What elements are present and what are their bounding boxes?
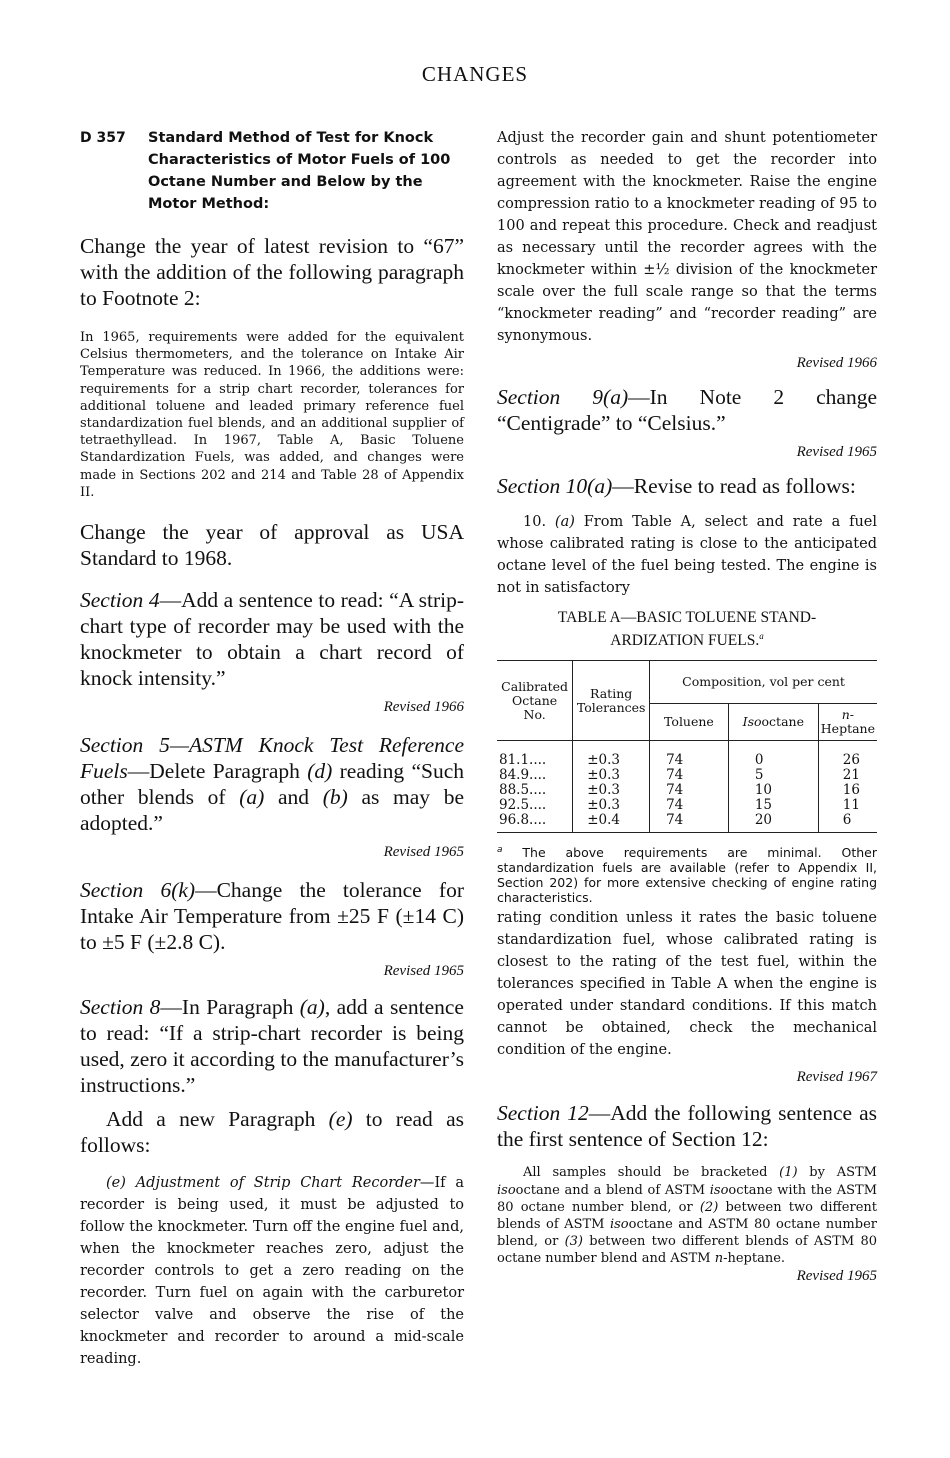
section-10-paragraph [497, 473, 877, 499]
cell-tolerance: ±0.3 [573, 798, 650, 813]
cell-isooctane: 10 [728, 783, 818, 798]
rating-condition-revised: Revised 1967 [796, 1069, 877, 1086]
section-5-paragraph [80, 732, 464, 836]
table-footnote-mark: a [497, 845, 503, 856]
paragraph-e-label: (e) Adjustment of Strip Chart Recorder— [106, 1175, 435, 1192]
recorder-adjust-paragraph: Adjust the recorder gain and shunt potentiometer controls as needed to get the recorder into agreement with the knockmeter. Raise the engine compression ratio to a knockmeter reading of 95 to 100 and repeat this procedure. Check and readjust as necessary until the recorder agrees with the knockmeter within ±½ division of the knockmeter scale over the full scale range so that the terms “knockmeter reading” and “recorder reading” are synonymous. [497, 130, 877, 344]
cell-octane: 92.5.... [497, 798, 573, 813]
s12-q-a: All samples should be bracketed [523, 1165, 780, 1181]
table-a-title-line1: TABLE A—BASIC TOLUENE STAND- [557, 609, 817, 626]
rating-condition-paragraph: rating condition unless it rates the basic toluene standardization fuel, whose calibrated rating is closest to the rating of the test fuel, within the tolerances specified in Table A when the engine is operated under standard conditions. If this match cannot be obtained, check the mechanical condition of the engine. [497, 910, 877, 1059]
cell-heptane: 11 [842, 797, 860, 814]
section-4-paragraph [80, 587, 464, 691]
cell-tolerance: ±0.3 [573, 783, 650, 798]
section-6-revised: Revised 1965 [383, 963, 464, 980]
section-9-revised: Revised 1965 [796, 444, 877, 460]
section-8-e: (e) [328, 1107, 353, 1132]
table-footnote-text: The above requirements are minimal. Other standardization fuels are available (refer to Appendix II, Section 202) for more extensive checking of engine rating characteristics. [497, 845, 877, 906]
cell-octane: 96.8.... [497, 813, 573, 833]
col-header-iso-rest: octane [761, 714, 804, 730]
cell-isooctane: 20 [728, 813, 818, 833]
cell-octane: 81.1.... [497, 741, 573, 769]
section-5-b: (b) [322, 785, 348, 810]
s12-q-2: (2) [699, 1199, 719, 1215]
col-header-heptane [818, 704, 877, 741]
section-9-text: —In Note 2 change “Centigrade” to “Celsius.” [497, 385, 877, 435]
standard-title: Standard Method of Test for Knock Characteristics of Motor Fuels of 100 Octane Number and Below by the Motor Method: [148, 130, 451, 212]
revision-year-paragraph: Change the year of latest revision to “67” with the addition of the following paragraph to Footnote 2: [80, 234, 464, 310]
section-8-a: (a) [299, 995, 325, 1020]
standard-designation [80, 127, 464, 215]
cell-octane: 84.9.... [497, 768, 573, 783]
section-5-d: (d) [307, 759, 333, 784]
table-a-title-mark: a [759, 631, 764, 641]
cell-octane: 88.5.... [497, 783, 573, 798]
section-9-label: Section 9(a) [497, 385, 629, 409]
section-12-text: —Add the following sentence as the first sentence of Section 12: [497, 1101, 877, 1152]
footnote-2-paragraph: In 1965, requirements were added for the equivalent Celsius thermometers, and the tolerance on Intake Air Temperature was reduced. In 1966, the additions were: requirements for a strip chart recorder, tolerances for additional toluene and leaded primary reference fuel standardization fuel blends, and an additional supplier of tetraethyllead. In 1967, Table A, Basic Toluene Standardization Fuels, was added, and changes were made in Sections 202 and 214 and Table 28 of Appendix II. [80, 330, 464, 500]
section-6-text: —Change the tolerance for Intake Air Temperature from ±25 F (±14 C) to ±5 F (±2.8 C). [80, 878, 464, 955]
table-a-title-line2: ARDIZATION FUELS. [610, 632, 760, 650]
cell-heptane: 26 [818, 741, 877, 769]
section-10-label: Section 10(a) [497, 474, 613, 498]
cell-toluene: 74 [650, 813, 729, 833]
col-header-hep-rest: -Heptane [820, 707, 876, 737]
s12-q-3: (3) [564, 1234, 583, 1250]
col-header-toluene: Toluene [650, 704, 729, 741]
table-footnote [497, 843, 877, 905]
cell-tolerance: ±0.3 [573, 741, 650, 769]
section-5-revised: Revised 1965 [383, 844, 464, 861]
col-header-iso-em: Iso [742, 714, 762, 730]
section-8-text-b: , add a sentence to read: “If a strip-chart recorder is being used, zero it according to the manufacturer’s instructions.” [80, 995, 464, 1098]
section-8-p2-a: Add a new Paragraph [106, 1107, 329, 1132]
s12-q-iso1: iso [497, 1182, 516, 1198]
col-header-isooctane [728, 704, 818, 741]
s12-q-n: n [714, 1251, 724, 1267]
section-9-paragraph [497, 384, 877, 436]
s12-q-d: octane with the ASTM 80 octane number blend, or [497, 1182, 878, 1215]
section-8-text-a: —In Paragraph [160, 995, 300, 1020]
toluene-fuels-table [497, 660, 877, 833]
section-4-label: Section 4 [80, 588, 160, 613]
table-a-title [497, 609, 877, 650]
section-4-text: —Add a sentence to read: “A strip-chart type of recorder may be used with the knockmeter to obtain a chart record of knock intensity.” [80, 588, 464, 691]
s12-q-iso3: iso [609, 1216, 629, 1232]
section-10-a: (a) [554, 514, 575, 530]
cell-toluene: 74 [650, 798, 729, 813]
section-12-quote [497, 1164, 877, 1267]
section-5-a: (a) [239, 785, 265, 810]
cell-tolerance: ±0.4 [573, 813, 650, 833]
section-6-label: Section 6(k) [80, 878, 196, 903]
section-12-revised: Revised 1965 [796, 1267, 877, 1284]
cell-toluene: 74 [650, 768, 729, 783]
table-row [497, 768, 877, 783]
section-5-text-a: —Delete Paragraph [127, 759, 308, 784]
cell-heptane: 6 [842, 812, 852, 829]
paragraph-e [80, 1172, 464, 1370]
s12-q-b: by ASTM [797, 1165, 877, 1181]
cell-isooctane: 5 [728, 768, 818, 783]
s12-q-g: between two different blends of ASTM 80 octane number blend and ASTM [497, 1234, 877, 1267]
section-10-text: —Revise to read as follows: [612, 474, 856, 498]
cell-heptane: 16 [842, 782, 860, 799]
section-10-num: 10. [523, 514, 555, 530]
section-10-body-text: From Table A, select and rate a fuel whose calibrated rating is close to the anticipated octane level of the fuel being tested. The engine is not in satisfactory [497, 514, 877, 596]
col-header-tolerance: Rating Tolerances [573, 661, 650, 741]
section-8-label: Section 8 [80, 995, 161, 1020]
cell-toluene: 74 [650, 783, 729, 798]
right-column [497, 127, 877, 1297]
s12-q-h: -heptane. [723, 1251, 786, 1267]
table-row [497, 783, 877, 798]
paragraph-e-text: If a recorder is being used, it must be adjusted to follow the knockmeter. Turn off the engine fuel and, when the knockmeter reaches zero, adjust the recorder controls to get a zero reading on the recorder. Turn fuel on again with the carburetor selector valve and observe the rise of the knockmeter and recorder to around a mid-scale reading. [80, 1175, 464, 1368]
section-12-paragraph [497, 1100, 877, 1152]
s12-q-iso2: iso [709, 1182, 729, 1198]
section-5-text-b: reading “Such other blends of [80, 759, 464, 810]
designation-code: D 357 [80, 130, 126, 146]
s12-q-f: octane and ASTM 80 octane number blend, or [497, 1216, 877, 1250]
section-5-text-d: as may be adopted.” [80, 785, 465, 836]
col-header-octane: Calibrated Octane No. [497, 661, 573, 741]
left-column [80, 127, 464, 1378]
s12-q-c: octane and a blend of ASTM [515, 1182, 710, 1198]
table-row [497, 741, 877, 769]
section-5-text-c: and [264, 785, 323, 810]
cell-heptane: 21 [842, 767, 860, 784]
col-header-hep-em: n [841, 707, 850, 723]
recorder-adjust-revised: Revised 1966 [796, 355, 877, 371]
section-8-p2-b: to read as follows: [80, 1107, 464, 1158]
approval-year-paragraph: Change the year of approval as USA Standard to 1968. [80, 520, 464, 571]
section-6-paragraph [80, 877, 464, 955]
s12-q-1: (1) [779, 1165, 798, 1181]
col-header-composition: Composition, vol per cent [650, 661, 877, 704]
section-8-new-paragraph [80, 1106, 464, 1158]
s12-q-e: between two different blends of ASTM [497, 1199, 877, 1232]
table-row [497, 798, 877, 813]
section-8-paragraph [80, 994, 464, 1098]
cell-isooctane: 15 [728, 798, 818, 813]
section-4-revised: Revised 1966 [383, 699, 464, 716]
cell-tolerance: ±0.3 [573, 768, 650, 783]
section-12-label: Section 12 [497, 1101, 589, 1126]
section-5-label: Section 5—ASTM Knock Test Reference Fuels [80, 733, 464, 784]
cell-toluene: 74 [650, 741, 729, 769]
page-header: CHANGES [421, 62, 529, 86]
cell-isooctane: 0 [728, 741, 818, 769]
table-row [497, 813, 877, 833]
section-10-body [497, 511, 877, 599]
